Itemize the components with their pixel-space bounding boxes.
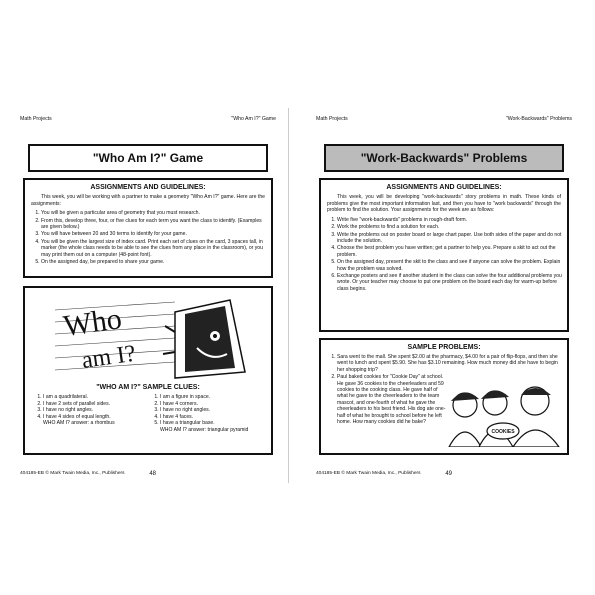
left-footer-publisher: 404185-EB © Mark Twain Media, Inc., Publishers [20,471,125,476]
list-item: 3. I have no right angles. [160,407,265,414]
list-item: 2. Paul baked cookies for "Cookie Day" at school. He gave 36 cookies to the cheerleaders and 59 cookies to the cooking class. He gave half of what he gave to the cheerleaders to the team mascot, and one-fourth of what he gave the cheerleaders to his best friend. His dog ate one-half of what he brought to school before he left home. How many cookies did he bake? [337,374,447,425]
right-assignment-list [337,217,563,292]
left-page-number: 48 [149,471,156,477]
clues-title: "WHO AM I?" SAMPLE CLUES: [96,384,200,391]
right-title: "Work-Backwards" Problems [324,144,564,172]
left-header-right: "Who Am I?" Game [231,116,276,122]
illustration-text-am-i: am I? [80,340,138,374]
right-footer-publisher: 404185-EB © Mark Twain Media, Inc., Publishers [316,471,421,476]
list-item: 1. Sara went to the mall. She spent $2.00 at the pharmacy, $4.00 for a pair of flip-flops, and then she went to lunch and spent $5.90. She has $3.10 remaining. How much money did she have to begin her shopping trip? [337,354,561,373]
left-assignments-box [23,178,273,278]
list-item: 3. I have no right angles. [43,407,148,414]
list-item: 4. Choose the best problem you have written; get a partner to help you. Prepare a skit to act out the problem. [337,245,563,258]
list-item: 1. You will be given a particular area of geometry that you must research. [41,210,267,216]
who-am-i-illustration [25,292,271,380]
list-item: 2. I have 4 corners. [160,401,265,408]
list-item: 5. I have a triangular base. [160,420,265,427]
clues-list-a [31,394,148,433]
right-page [304,108,584,483]
list-item: 3. Write the problems out on poster board or large chart paper. Use both sides of the paper and do not include the solution. [337,232,563,245]
right-page-number: 49 [445,471,452,477]
sample-problems-box [319,338,569,455]
list-item: 6. Exchange posters and see if another student in the class can solve the four additional problems you wrote. Or your teacher may choose to put one problem on the board each day for warm-up before class begins. [337,273,563,292]
left-intro: This week, you will be working with a partner to make a geometry "Who Am I?" game. Here are the assignments: [31,194,265,207]
list-item: 4. You will be given the largest size of index card. Print each set of clues on the card, 3 spaces tall, in marker (the whole class needs to be able to see the clues from any place in the classroom), or you may print them out on a computer (48-point font). [41,239,267,258]
right-running-header [316,116,572,122]
right-header-right: "Work-Backwards" Problems [505,116,572,122]
list-item: 2. I have 2 sets of parallel sides. [43,401,148,408]
list-item: 2. Work the problems to find a solution for each. [337,224,563,230]
left-running-header [20,116,276,122]
right-section-title: ASSIGNMENTS AND GUIDELINES: [386,184,502,191]
clues-list-b [148,394,265,433]
clues-b-answer: WHO AM I? answer: triangular pyramid [160,426,249,433]
left-clues-box [23,286,273,455]
list-item: 5. On the assigned day, be prepared to share your game. [41,259,267,265]
list-item: 3. You will have between 20 and 30 terms to identify for your game. [41,231,267,237]
clues-a-answer: WHO AM I? answer: a rhombus [43,420,115,426]
illustration-text-who: Who [61,302,124,343]
left-section-title: ASSIGNMENTS AND GUIDELINES: [90,184,206,191]
left-assignment-list [41,210,267,265]
cookie-jar-label: COOKIES [491,429,515,435]
list-item: 4. I have 4 sides of equal length. [43,414,148,421]
left-header-left: Math Projects [20,116,52,122]
students-cookies-illustration [443,383,561,447]
list-item: 1. I am a quadrilateral. [43,394,148,401]
list-item: 4. I have 4 faces. [160,414,265,421]
list-item: 1. Write five "work-backwards" problems in rough-draft form. [337,217,563,223]
right-assignments-box [319,178,569,332]
right-intro: This week, you will be developing "work-backwards" story problems in math. These kinds of problems give the most important information last, and then you have to "work backwards" through the problem to find the solution. Your assignments for the week are as follows: [327,194,561,214]
left-page [8,108,289,483]
list-item: 2. From this, develop three, four, or five clues for each term you want the class to identify. (Examples are given below.) [41,218,267,231]
list-item: 5. On the assigned day, present the skit to the class and see if anyone can solve the problem. Explain how the problem was solved. [337,259,563,272]
left-title: "Who Am I?" Game [28,144,268,172]
left-footer [20,471,276,477]
sample-title: SAMPLE PROBLEMS: [407,344,481,351]
right-header-left: Math Projects [316,116,348,122]
list-item: 1. I am a figure in space. [160,394,265,401]
sample-clues [31,394,265,433]
right-footer [316,471,572,477]
